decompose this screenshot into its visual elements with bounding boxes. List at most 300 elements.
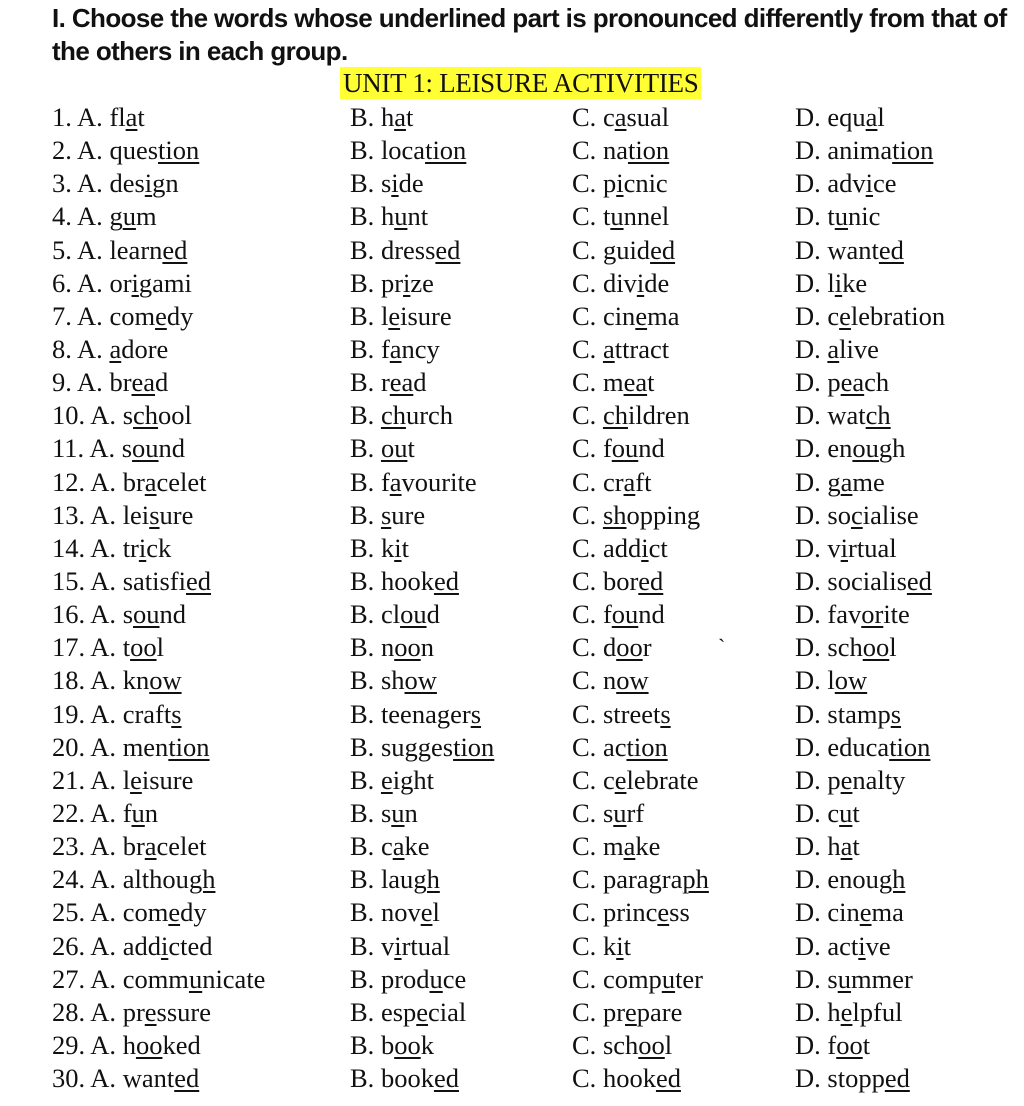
word-prefix: sh (380, 665, 405, 696)
option-letter: C. (572, 764, 597, 795)
option-b (350, 731, 494, 764)
word-suffix: t (401, 532, 409, 563)
option-c (572, 598, 665, 631)
option-b (350, 366, 427, 399)
word-prefix: l (122, 764, 131, 795)
word-prefix: pr (122, 996, 145, 1027)
option-letter: B. (350, 267, 375, 298)
word-prefix: lau (380, 864, 414, 895)
word-suffix: pare (636, 996, 683, 1027)
option-b (350, 830, 429, 863)
option-letter: D. (795, 201, 821, 232)
option-b (350, 532, 409, 565)
option-letter: C. (572, 831, 597, 862)
option-letter: A. (77, 168, 103, 199)
option-letter: C. (572, 367, 597, 398)
underlined-part: oo (616, 632, 643, 663)
option-letter: C. (572, 897, 597, 928)
underlined-part: gh (188, 864, 216, 895)
option-letter: D. (795, 135, 821, 166)
word-prefix: or (109, 267, 132, 298)
underlined-part: ou (400, 599, 427, 630)
option-d (795, 797, 860, 830)
question-row (0, 698, 1024, 731)
underlined-part: i (394, 532, 402, 563)
underlined-part: a (389, 466, 402, 497)
option-d (795, 631, 897, 664)
option-letter: B. (350, 168, 375, 199)
option-letter: A. (77, 300, 103, 331)
option-letter: D. (795, 433, 821, 464)
word-prefix: so (827, 499, 851, 530)
word-suffix: r (642, 632, 652, 663)
option-c (572, 399, 690, 432)
underlined-part: a (602, 333, 615, 364)
word-suffix: cnic (623, 168, 668, 199)
option-a (52, 1062, 199, 1095)
word-prefix: esp (380, 996, 417, 1027)
option-letter: B. (350, 565, 375, 596)
option-d (795, 200, 880, 233)
question-row (0, 830, 1024, 863)
underlined-part: s (470, 698, 482, 729)
option-letter: A. (90, 963, 117, 994)
option-letter: C. (572, 300, 597, 331)
option-letter: D. (795, 300, 821, 331)
option-b (350, 797, 418, 830)
question-row (0, 532, 1024, 565)
option-c (572, 366, 654, 399)
word-prefix: sch (827, 632, 863, 663)
underlined-part: ea (623, 367, 648, 398)
option-d (795, 731, 930, 764)
question-number: 7. (52, 300, 72, 331)
word-prefix: c (827, 300, 840, 331)
question-number: 5. (52, 234, 72, 265)
option-letter: D. (795, 400, 821, 431)
question-row (0, 731, 1024, 764)
underlined-part: ed (906, 565, 932, 596)
word-prefix: g (827, 466, 841, 497)
option-letter: B. (350, 532, 375, 563)
word-suffix: d (413, 367, 427, 398)
word-prefix: cr (602, 466, 624, 497)
underlined-part: u (837, 963, 851, 994)
option-letter: A. (77, 201, 103, 232)
option-letter: D. (795, 234, 821, 265)
question-row (0, 466, 1024, 499)
underlined-part: gh (878, 864, 906, 895)
option-b (350, 200, 428, 233)
option-letter: A. (77, 367, 103, 398)
word-suffix: nic (848, 201, 881, 232)
word-suffix: lpful (852, 996, 903, 1027)
word-suffix: l (664, 1029, 673, 1060)
word-prefix: m (602, 367, 624, 398)
option-d (795, 896, 904, 929)
underlined-part: a (109, 333, 122, 364)
word-suffix: gh (878, 433, 906, 464)
option-c (572, 300, 679, 333)
option-letter: B. (350, 963, 375, 994)
question-number: 6. (52, 267, 72, 298)
instruction-heading: I. Choose the words whose underlined part is pronounced differently from that of the others in each group. (52, 3, 1007, 66)
word-prefix: satisfi (122, 565, 186, 596)
option-letter: D. (795, 168, 821, 199)
underlined-part: oo (862, 632, 890, 663)
option-letter: C. (572, 797, 597, 828)
question-number: 2. (52, 135, 72, 166)
option-letter: B. (350, 400, 375, 431)
word-prefix: equ (827, 102, 866, 132)
question-number: 23. (52, 831, 86, 862)
question-row (0, 764, 1024, 797)
option-letter: D. (795, 466, 821, 497)
question-number: 24. (52, 864, 86, 895)
word-prefix: comm (122, 963, 189, 994)
option-letter: A. (90, 466, 117, 497)
option-a (52, 399, 192, 432)
word-prefix: kn (122, 665, 150, 696)
underlined-part: i (403, 267, 411, 298)
option-a (52, 532, 171, 565)
underlined-part: gh (413, 864, 440, 895)
underlined-part: e (635, 300, 648, 331)
option-c (572, 101, 669, 134)
option-letter: A. (77, 135, 103, 166)
word-prefix: h (827, 996, 841, 1027)
option-a (52, 300, 193, 333)
option-c (572, 731, 668, 764)
option-letter: D. (795, 864, 821, 895)
word-prefix: r (380, 367, 390, 398)
option-c (572, 797, 644, 830)
underlined-part: i (394, 930, 402, 961)
word-suffix: l (877, 102, 885, 132)
word-suffix: opping (626, 499, 701, 530)
option-c (572, 863, 709, 896)
option-d (795, 300, 945, 333)
option-letter: C. (572, 864, 597, 895)
option-letter: B. (350, 466, 375, 497)
option-c (572, 200, 669, 233)
word-prefix: princ (602, 897, 658, 928)
option-letter: D. (795, 499, 821, 530)
word-prefix: c (827, 797, 840, 828)
question-number: 30. (52, 1063, 86, 1094)
option-c (572, 1029, 672, 1062)
word-suffix: dore (121, 333, 169, 364)
word-prefix: m (602, 831, 624, 862)
word-prefix: b (380, 1029, 395, 1060)
option-letter: D. (795, 565, 821, 596)
word-suffix: de (398, 168, 424, 199)
option-letter: C. (572, 267, 597, 298)
underlined-part: s (890, 698, 902, 729)
underlined-part: ed (174, 1063, 200, 1094)
option-d (795, 830, 860, 863)
option-b (350, 631, 434, 664)
underlined-part: u (610, 201, 624, 232)
word-prefix: h (380, 201, 395, 232)
word-prefix: stamp (827, 698, 891, 729)
word-prefix: men (122, 731, 169, 762)
option-letter: A. (77, 333, 103, 364)
word-suffix: m (135, 201, 157, 232)
option-letter: B. (350, 499, 375, 530)
option-c (572, 930, 631, 963)
word-suffix: vourite (401, 466, 477, 497)
word-prefix: pr (602, 996, 626, 1027)
question-row (0, 167, 1024, 200)
word-prefix: s (380, 168, 392, 199)
question-row (0, 399, 1024, 432)
word-prefix: h (122, 1029, 136, 1060)
word-prefix: guid (602, 234, 651, 265)
question-row (0, 366, 1024, 399)
word-suffix: ite (883, 599, 910, 630)
option-b (350, 598, 440, 631)
option-letter: B. (350, 367, 375, 398)
option-b (350, 499, 425, 532)
word-suffix: d (155, 367, 169, 398)
option-a (52, 267, 192, 300)
word-prefix: sugges (380, 731, 454, 762)
underlined-part: e (420, 897, 433, 928)
question-row (0, 300, 1024, 333)
word-suffix: ildren (627, 400, 690, 431)
underlined-part: u (188, 963, 203, 994)
option-b (350, 399, 453, 432)
word-prefix: paragra (602, 864, 683, 895)
underlined-part: ou (380, 433, 408, 464)
option-letter: B. (350, 731, 375, 762)
underlined-part: u (613, 797, 627, 828)
underlined-part: e (388, 300, 401, 331)
question-row (0, 499, 1024, 532)
option-b (350, 1029, 434, 1062)
option-letter: C. (572, 201, 597, 232)
word-prefix: street (602, 698, 661, 729)
word-suffix: ked (162, 1029, 201, 1060)
word-prefix: na (602, 135, 628, 166)
option-letter: D. (795, 963, 821, 994)
option-d (795, 333, 879, 366)
option-a (52, 664, 182, 697)
word-suffix: ce (873, 168, 897, 199)
word-suffix: rf (626, 797, 645, 828)
underlined-part: ou (132, 433, 159, 464)
underlined-part: ed (162, 234, 188, 265)
underlined-part: s (380, 499, 392, 530)
underlined-part: e (614, 764, 627, 795)
word-suffix: nd (158, 433, 186, 464)
underlined-part: u (834, 201, 849, 232)
option-a (52, 996, 211, 1029)
question-row (0, 1029, 1024, 1062)
option-letter: B. (350, 333, 375, 364)
question-row (0, 565, 1024, 598)
underlined-part: e (416, 996, 429, 1027)
option-b (350, 963, 466, 996)
underlined-part: a (840, 831, 853, 862)
option-letter: B. (350, 632, 375, 663)
underlined-part: ed (878, 234, 904, 265)
word-suffix: me (852, 466, 885, 497)
word-prefix: l (380, 300, 389, 331)
question-row (0, 234, 1024, 267)
word-prefix: learn (109, 234, 163, 265)
option-d (795, 466, 885, 499)
word-suffix: n (404, 797, 418, 828)
underlined-part: i (144, 168, 153, 199)
word-suffix: ct (648, 532, 668, 563)
word-prefix: c (602, 102, 615, 132)
option-letter: A. (90, 864, 117, 895)
underlined-part: ow (404, 665, 437, 696)
option-d (795, 930, 891, 963)
word-prefix: p (827, 367, 841, 398)
underlined-part: tion (892, 135, 934, 166)
option-letter: A. (90, 897, 117, 928)
option-b (350, 333, 440, 366)
underlined-part: i (616, 168, 624, 199)
option-letter: C. (572, 499, 597, 530)
underlined-part: oo (638, 1029, 665, 1060)
question-row (0, 134, 1024, 167)
word-prefix: fav (827, 599, 862, 630)
option-c (572, 167, 668, 200)
option-b (350, 432, 415, 465)
underlined-part: tion (889, 731, 931, 762)
question-number: 15. (52, 565, 86, 596)
word-suffix: ck (146, 532, 172, 563)
option-letter: B. (350, 996, 375, 1027)
word-prefix: t (122, 632, 131, 663)
underlined-part: ou (133, 599, 160, 630)
underlined-part: ph (682, 864, 709, 895)
option-b (350, 896, 440, 929)
question-row (0, 598, 1024, 631)
option-c (572, 963, 703, 996)
option-letter: C. (572, 632, 597, 663)
underlined-part: e (155, 300, 167, 331)
word-prefix: f (827, 1029, 837, 1060)
question-number: 29. (52, 1029, 86, 1060)
word-suffix: l (156, 632, 164, 663)
option-b (350, 300, 452, 333)
question-number: 13. (52, 499, 86, 530)
word-suffix: ialise (862, 499, 919, 530)
word-prefix: hook (602, 1063, 656, 1094)
option-d (795, 764, 905, 797)
word-suffix: t (407, 433, 415, 464)
question-row (0, 1062, 1024, 1095)
word-prefix: d (602, 632, 617, 663)
underlined-part: ea (840, 367, 865, 398)
word-prefix: k (380, 532, 395, 563)
word-suffix: nalty (852, 764, 906, 795)
word-suffix: l (889, 632, 897, 663)
underlined-part: i (641, 532, 649, 563)
option-letter: A. (77, 267, 103, 298)
word-prefix: f (122, 797, 132, 828)
question-row (0, 996, 1024, 1029)
option-letter: B. (350, 698, 375, 729)
option-letter: B. (350, 599, 375, 630)
option-c (572, 499, 700, 532)
option-d (795, 499, 919, 532)
word-prefix: c (380, 831, 393, 862)
word-prefix: cl (380, 599, 401, 630)
word-suffix: ma (647, 300, 680, 331)
question-number: 3. (52, 168, 72, 199)
word-prefix: fl (109, 102, 126, 132)
underlined-part: a (394, 102, 406, 132)
option-letter: D. (795, 731, 821, 762)
word-suffix: ure (391, 499, 426, 530)
word-suffix: ight (392, 764, 434, 795)
word-suffix: t (852, 797, 860, 828)
word-suffix: ttract (614, 333, 670, 364)
option-c (572, 134, 669, 167)
underlined-part: ch (380, 400, 406, 431)
option-letter: B. (350, 1063, 375, 1094)
option-letter: A. (90, 499, 117, 530)
word-suffix: ssure (156, 996, 211, 1027)
option-letter: D. (795, 831, 821, 862)
underlined-part: tion (453, 731, 495, 762)
underlined-part: ow (616, 665, 649, 696)
word-prefix: s (121, 433, 133, 464)
underlined-part: a (623, 831, 636, 862)
option-letter: A. (77, 234, 103, 265)
word-prefix: g (109, 201, 123, 232)
word-prefix: f (380, 466, 390, 497)
question-row (0, 664, 1024, 697)
underlined-part: i (391, 168, 399, 199)
word-suffix: rtual (401, 930, 451, 961)
option-letter: C. (572, 168, 597, 199)
option-c (572, 764, 699, 797)
option-letter: A. (90, 599, 117, 630)
question-number: 19. (52, 698, 86, 729)
word-prefix: br (122, 466, 145, 497)
underlined-part: or (861, 599, 884, 630)
word-suffix: sual (626, 102, 670, 132)
option-d (795, 167, 897, 200)
word-prefix: h (380, 102, 395, 132)
option-c (572, 698, 671, 731)
option-letter: C. (572, 731, 597, 762)
option-b (350, 1062, 459, 1095)
option-c (572, 532, 668, 565)
option-letter: D. (795, 930, 821, 961)
option-letter: D. (795, 102, 821, 132)
option-b (350, 565, 459, 598)
question-number: 12. (52, 466, 86, 497)
question-number: 11. (52, 433, 85, 464)
word-suffix: ma (871, 897, 904, 928)
underlined-part: ow (149, 665, 182, 696)
option-a (52, 134, 199, 167)
option-c (572, 664, 649, 697)
option-a (52, 764, 193, 797)
question-row (0, 200, 1024, 233)
underlined-part: i (858, 930, 866, 961)
option-letter: C. (572, 996, 597, 1027)
option-b (350, 101, 413, 134)
